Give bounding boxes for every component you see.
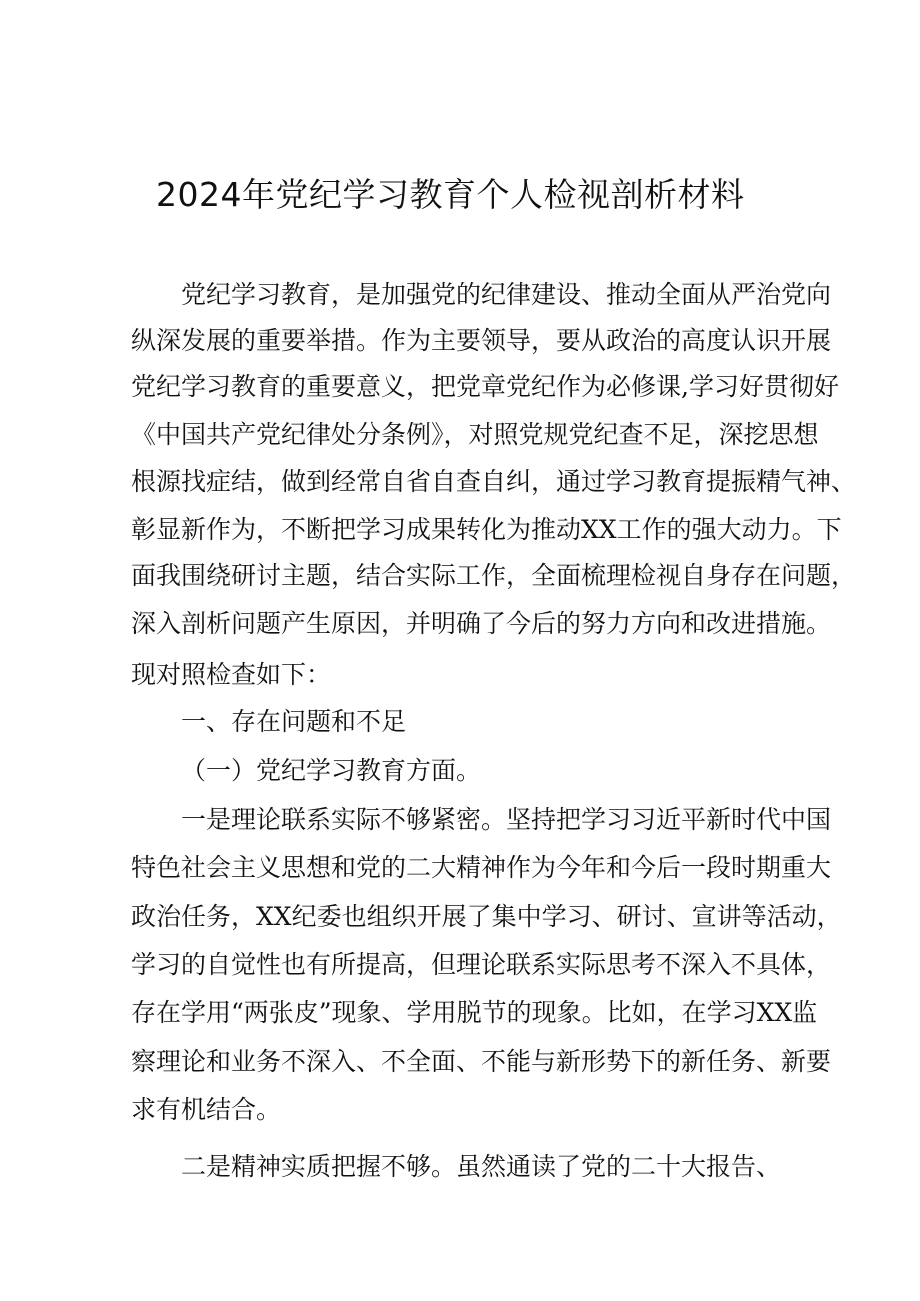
paragraph-line: 存在学用“两张皮”现象、学用脱节的现象。比如，在学习XX监 — [131, 998, 818, 1027]
paragraph-line: 二是精神实质把握不够。虽然通读了党的二十大报告、 — [181, 1152, 782, 1181]
paragraph-line: 面我围绕研讨主题，结合实际工作，全面梳理检视自身存在问题， — [131, 561, 857, 590]
document-title: 2024年党纪学习教育个人检视剖析材料 — [156, 175, 745, 214]
subsection-heading: （一）党纪学习教育方面。 — [181, 756, 482, 785]
paragraph-line: 现对照检查如下： — [131, 660, 332, 689]
paragraph-line: 深入剖析问题产生原因，并明确了今后的努力方向和改进措施。 — [131, 609, 832, 638]
paragraph-line: 察理论和业务不深入、不全面、不能与新形势下的新任务、新要 — [131, 1047, 832, 1076]
paragraph-line: 求有机结合。 — [131, 1095, 282, 1124]
paragraph-line: 一是理论联系实际不够紧密。坚持把学习习近平新时代中国 — [181, 805, 832, 834]
paragraph-line: 学习的自觉性也有所提高，但理论联系实际思考不深入不具体， — [131, 950, 832, 979]
paragraph-line: 特色社会主义思想和党的二大精神作为今年和今后一段时期重大 — [131, 853, 832, 882]
paragraph-line: 政治任务，XX纪委也组织开展了集中学习、研讨、宣讲等活动， — [131, 902, 842, 931]
paragraph-line: 纵深发展的重要举措。作为主要领导，要从政治的高度认识开展 — [131, 326, 832, 355]
section-heading: 一、存在问题和不足 — [181, 707, 407, 736]
paragraph-line: 《中国共产党纪律处分条例》，对照党规党纪查不足，深挖思想 — [131, 420, 819, 449]
paragraph-line: 根源找症结，做到经常自省自查自纠，通过学习教育提振精气神、 — [131, 467, 857, 496]
paragraph-line: 党纪学习教育，是加强党的纪律建设、推动全面从严治党向 — [181, 280, 832, 309]
paragraph-line: 党纪学习教育的重要意义，把党章党纪作为必修课,学习好贯彻好 — [131, 372, 839, 401]
paragraph-line: 彰显新作为，不断把学习成果转化为推动XX工作的强大动力。下 — [131, 515, 842, 544]
